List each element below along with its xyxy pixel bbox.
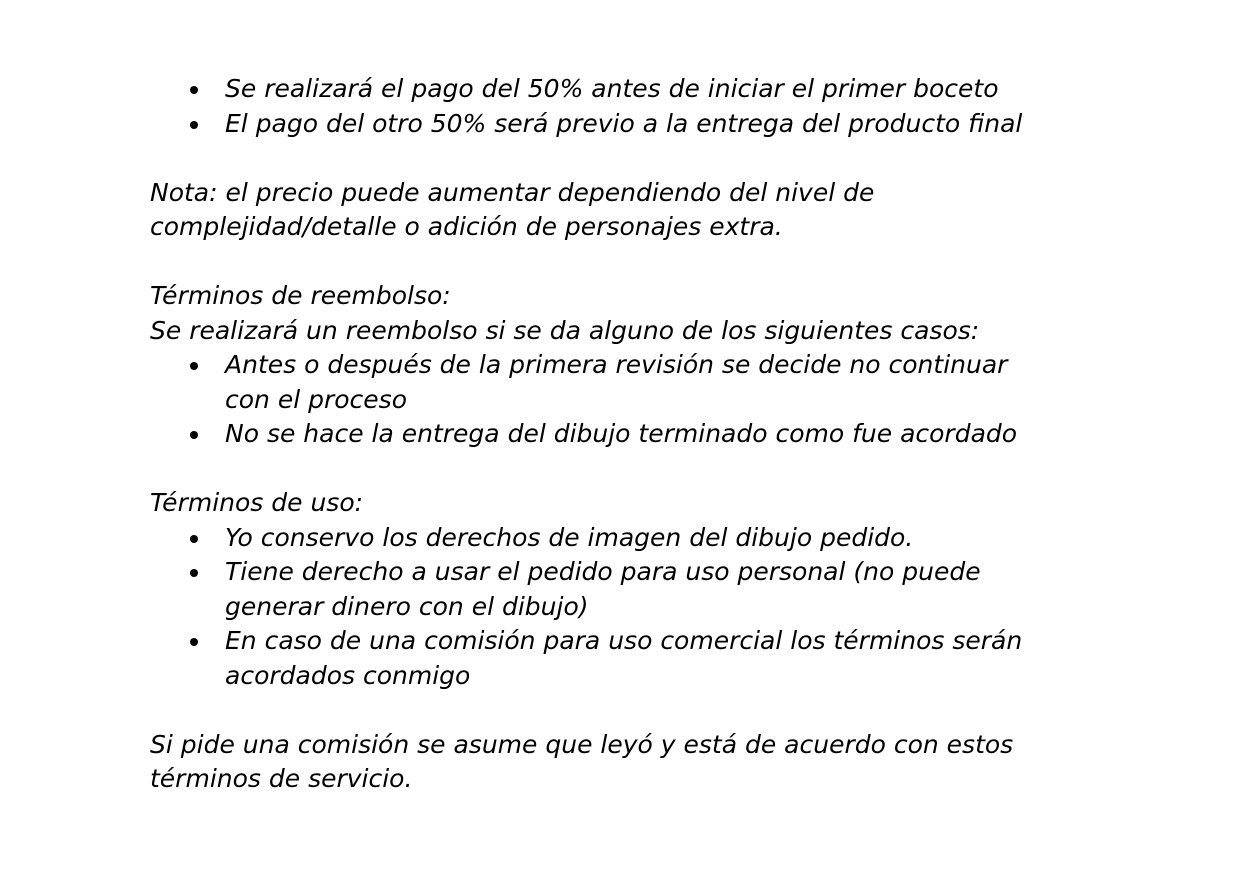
list-item: Antes o después de la primera revisión se decide no continuar con el proceso <box>150 348 1110 417</box>
usage-heading: Términos de uso: <box>150 488 364 517</box>
document-page <box>150 72 1110 797</box>
closing-statement: Si pide una comisión se asume que leyó y está de acuerdo con estos términos de servicio. <box>150 729 1014 793</box>
usage-list <box>150 521 1110 694</box>
refund-heading: Términos de reembolso: <box>150 281 451 310</box>
list-item: Se realizará el pago del 50% antes de iniciar el primer boceto <box>150 72 1110 107</box>
spacer <box>150 245 1110 280</box>
spacer <box>150 693 1110 728</box>
list-item: No se hace la entrega del dibujo terminado como fue acordado <box>150 417 1110 452</box>
list-item: En caso de una comisión para uso comercial los términos serán acordados conmigo <box>150 624 1110 693</box>
spacer <box>150 141 1110 176</box>
refund-intro: Se realizará un reembolso si se da alguno de los siguientes casos: <box>150 315 980 345</box>
price-note: Nota: el precio puede aumentar dependiendo del nivel de complejidad/detalle o adición de personajes extra. <box>150 177 875 241</box>
list-item: El pago del otro 50% será previo a la entrega del producto final <box>150 107 1110 142</box>
refund-list <box>150 348 1110 452</box>
list-item: Tiene derecho a usar el pedido para uso personal (no puede generar dinero con el dibujo) <box>150 555 1110 624</box>
list-item: Yo conservo los derechos de imagen del dibujo pedido. <box>150 521 1110 556</box>
payment-list <box>150 72 1110 141</box>
spacer <box>150 452 1110 487</box>
